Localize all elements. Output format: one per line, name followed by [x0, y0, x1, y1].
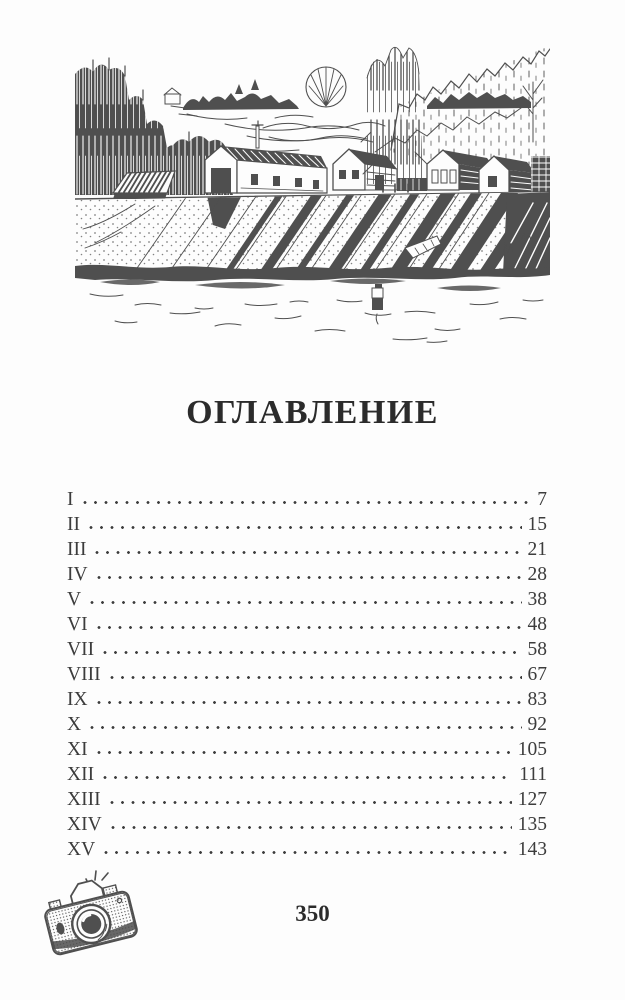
- toc-row: [67, 712, 547, 737]
- chapter-numeral: V: [67, 589, 82, 610]
- toc-row: [67, 637, 547, 662]
- buoy: [365, 284, 391, 324]
- dot-leader: [95, 550, 521, 555]
- chapter-page-number: 21: [527, 539, 547, 560]
- dot-leader: [97, 625, 522, 630]
- chapter-numeral: XIV: [67, 814, 102, 835]
- chapter-numeral: X: [67, 714, 82, 735]
- dot-leader: [110, 675, 522, 680]
- dot-leader: [90, 725, 521, 730]
- toc-row: [67, 837, 547, 862]
- toc-row: [67, 787, 547, 812]
- chapter-page-number: 38: [527, 589, 547, 610]
- chapter-numeral: IV: [67, 564, 88, 585]
- chapter-page-number: 143: [517, 839, 547, 860]
- table-of-contents: [67, 487, 547, 862]
- toc-row: [67, 762, 547, 787]
- chapter-numeral: VII: [67, 639, 95, 660]
- chapter-numeral: II: [67, 514, 80, 535]
- chapter-page-number: 58: [527, 639, 547, 660]
- toc-row: [67, 562, 547, 587]
- toc-row: [67, 812, 547, 837]
- long-barn: [205, 121, 327, 193]
- toc-row: [67, 612, 547, 637]
- dot-leader: [103, 775, 513, 780]
- dot-leader: [110, 800, 512, 805]
- dot-leader: [97, 700, 522, 705]
- chapter-page-number: 7: [537, 489, 547, 510]
- dot-leader: [83, 500, 532, 505]
- dot-leader: [97, 750, 512, 755]
- dot-leader: [111, 825, 512, 830]
- toc-row: [67, 487, 547, 512]
- chapter-page-number: 105: [517, 739, 547, 760]
- page-title: ОГЛАВЛЕНИЕ: [186, 394, 439, 431]
- chapter-page-number: 67: [527, 664, 547, 685]
- round-tree: [306, 67, 346, 107]
- river-village-illustration: [75, 42, 550, 348]
- river-water: [75, 265, 550, 342]
- smoke-streaks: [263, 115, 385, 141]
- chapter-numeral: IX: [67, 689, 88, 710]
- dot-leader: [103, 650, 521, 655]
- page-number: 350: [295, 901, 330, 926]
- house-c: [479, 156, 550, 194]
- chapter-numeral: VI: [67, 614, 88, 635]
- chapter-page-number: 83: [527, 689, 547, 710]
- toc-row: [67, 737, 547, 762]
- chapter-page-number: 111: [519, 764, 547, 785]
- toc-row: [67, 537, 547, 562]
- toc-row: [67, 512, 547, 537]
- chapter-page-number: 92: [527, 714, 547, 735]
- tall-trees: [361, 47, 427, 192]
- chapter-page-number: 135: [517, 814, 547, 835]
- toc-row: [67, 687, 547, 712]
- chapter-numeral: XI: [67, 739, 88, 760]
- dot-leader: [97, 575, 522, 580]
- chapter-page-number: 127: [517, 789, 547, 810]
- chapter-numeral: VIII: [67, 664, 101, 685]
- flash-sparks: [86, 871, 108, 881]
- chapter-page-number: 48: [527, 614, 547, 635]
- chapter-numeral: XII: [67, 764, 95, 785]
- dot-leader: [89, 525, 522, 530]
- dot-leader: [104, 850, 512, 855]
- chapter-numeral: III: [67, 539, 87, 560]
- chapter-page-number: 28: [527, 564, 547, 585]
- toc-row: [67, 662, 547, 687]
- river-bank-slope: [75, 190, 550, 278]
- chapter-page-number: 15: [527, 514, 547, 535]
- chapter-numeral: XIII: [67, 789, 101, 810]
- toc-row: [67, 587, 547, 612]
- chapter-numeral: XV: [67, 839, 96, 860]
- dot-leader: [90, 600, 521, 605]
- chapter-numeral: I: [67, 489, 74, 510]
